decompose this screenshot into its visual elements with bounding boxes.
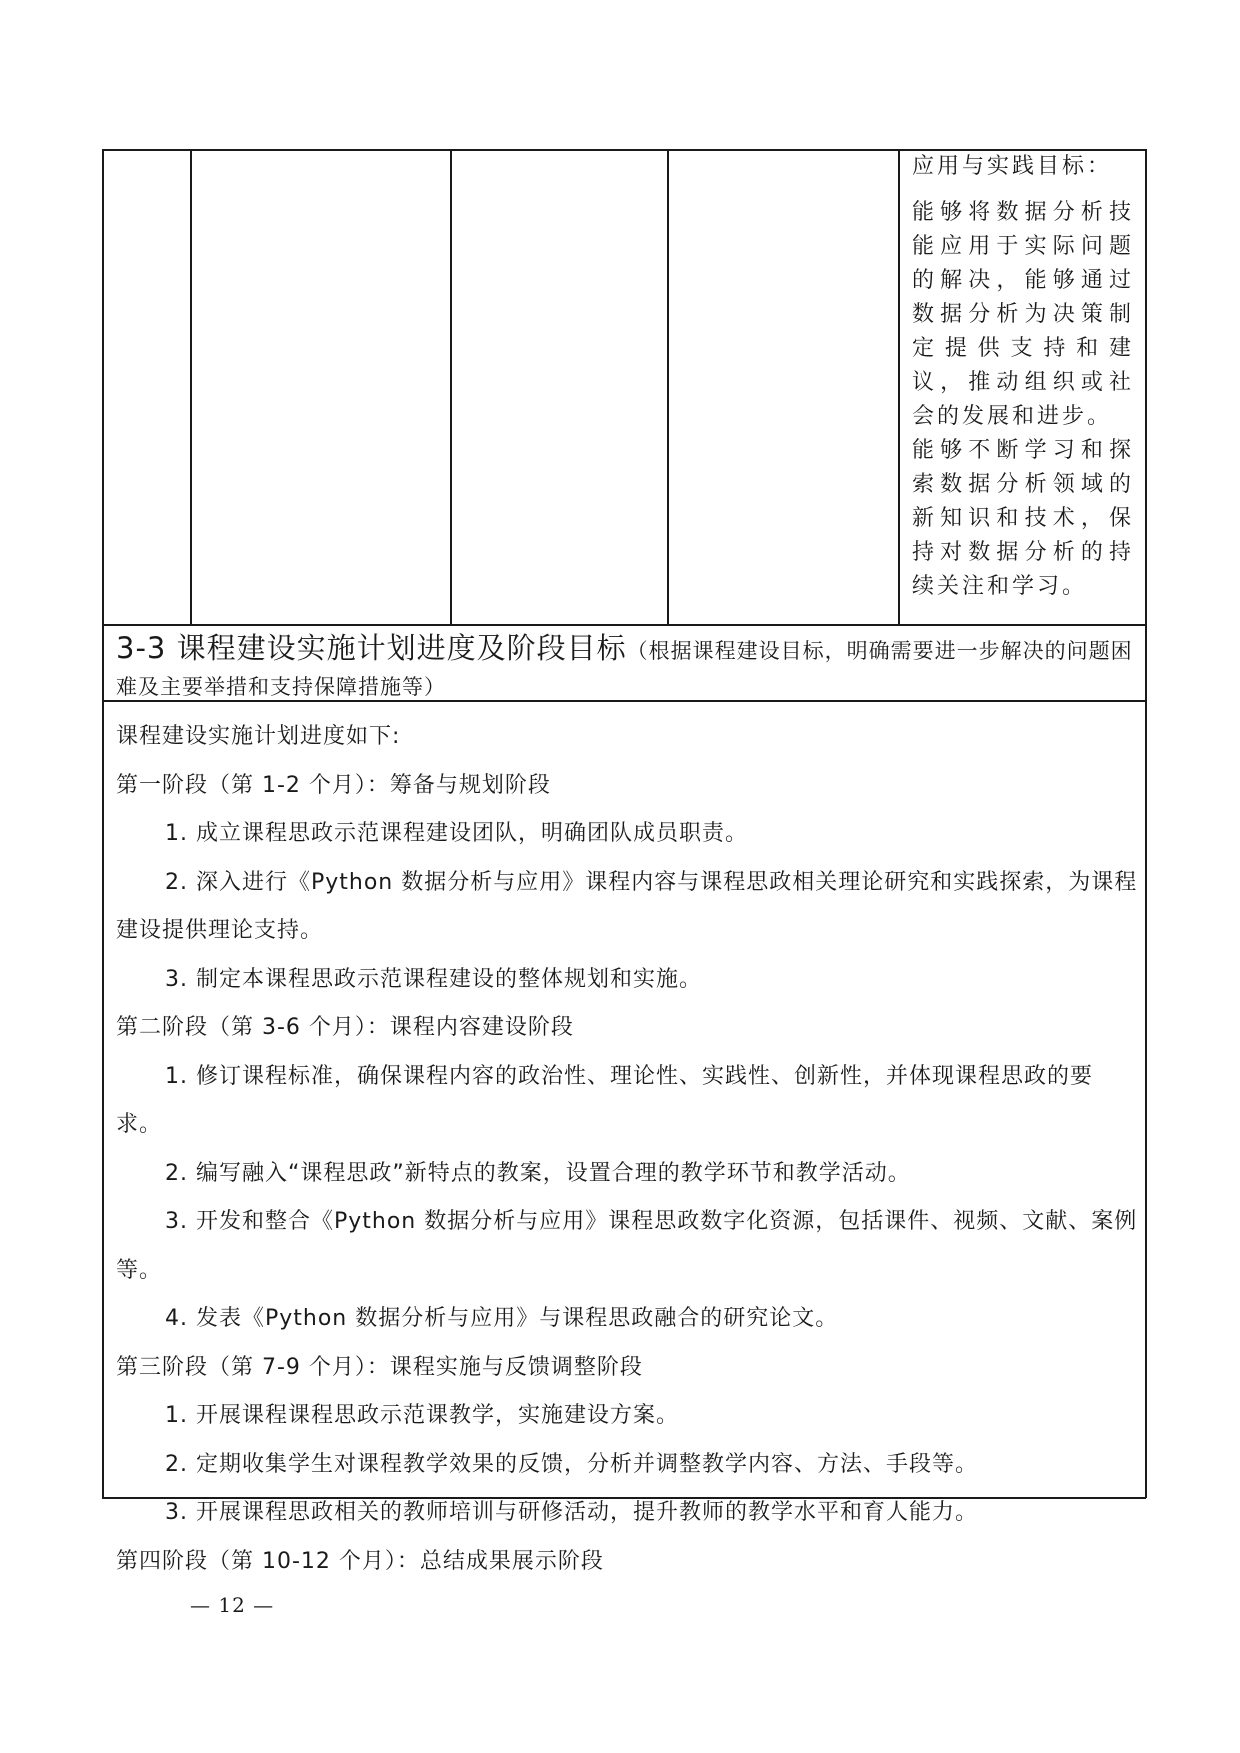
stage1-title: 第一阶段（第 1-2 个月）：筹备与规划阶段 [116, 772, 551, 798]
stage1-item: 1. 成立课程思政示范课程建设团队，明确团队成员职责。 [165, 821, 748, 846]
section-heading: 3-3 课程建设实施计划进度及阶段目标 [116, 631, 627, 665]
stage2-item: 1. 修订课程标准，确保课程内容的政治性、理论性、实践性、创新性，并体现课程思政的要求。 [116, 1063, 1093, 1137]
stage2-item: 4. 发表《Python 数据分析与应用》与课程思政融合的研究论文。 [165, 1306, 839, 1331]
stage2-item: 2. 编写融入“课程思政”新特点的教案，设置合理的教学环节和教学活动。 [165, 1160, 911, 1186]
objective-paragraph-1: 能够将数据分析技能应用于实际问题的解决，能够通过数据分析为决策制定提供支持和建议，推动组织或社会的发展和进步。 [912, 200, 1134, 429]
column-divider-2 [450, 149, 452, 624]
stage3-item: 1. 开展课程课程思政示范课教学，实施建设方案。 [165, 1403, 679, 1428]
objective-paragraph-2: 能够不断学习和探索数据分析领域的新知识和技术，保持对数据分析的持续关注和学习。 [912, 438, 1134, 599]
objective-cell [912, 150, 1134, 604]
section-heading-row [116, 628, 1140, 705]
section-note: （根据课程建设目标，明确需要进一步解决的问题困难及主要举措和支持保障措施等） [116, 639, 1133, 699]
column-divider-3 [667, 149, 669, 624]
stage2-item: 3. 开发和整合《Python 数据分析与应用》课程思政数字化资源，包括课件、视频、文献、案例等。 [116, 1209, 1138, 1283]
row-separator-upper [102, 624, 1146, 626]
table-left-border [102, 149, 104, 1498]
plan-intro: 课程建设实施计划进度如下: [116, 724, 401, 749]
column-divider-1 [190, 149, 192, 624]
objective-heading: 应用与实践目标： [912, 154, 1113, 179]
stage1-item: 3. 制定本课程思政示范课程建设的整体规划和实施。 [165, 966, 702, 992]
stage4-title: 第四阶段（第 10-12 个月）：总结成果展示阶段 [116, 1548, 604, 1574]
stage3-item: 3. 开展课程思政相关的教师培训与研修活动，提升教师的教学水平和育人能力。 [165, 1500, 978, 1525]
table-right-border [1145, 149, 1147, 1498]
stage1-item: 2. 深入进行《Python 数据分析与应用》课程内容与课程思政相关理论研究和实践探索，为课程建设提供理论支持。 [116, 869, 1138, 943]
plan-body [116, 713, 1138, 1586]
page-number: — 12 — [190, 1593, 275, 1617]
stage3-item: 2. 定期收集学生对课程教学效果的反馈，分析并调整教学内容、方法、手段等。 [165, 1451, 978, 1477]
column-divider-4 [898, 149, 900, 624]
stage3-title: 第三阶段（第 7-9 个月）：课程实施与反馈调整阶段 [116, 1354, 643, 1380]
stage2-title: 第二阶段（第 3-6 个月）：课程内容建设阶段 [116, 1015, 574, 1040]
